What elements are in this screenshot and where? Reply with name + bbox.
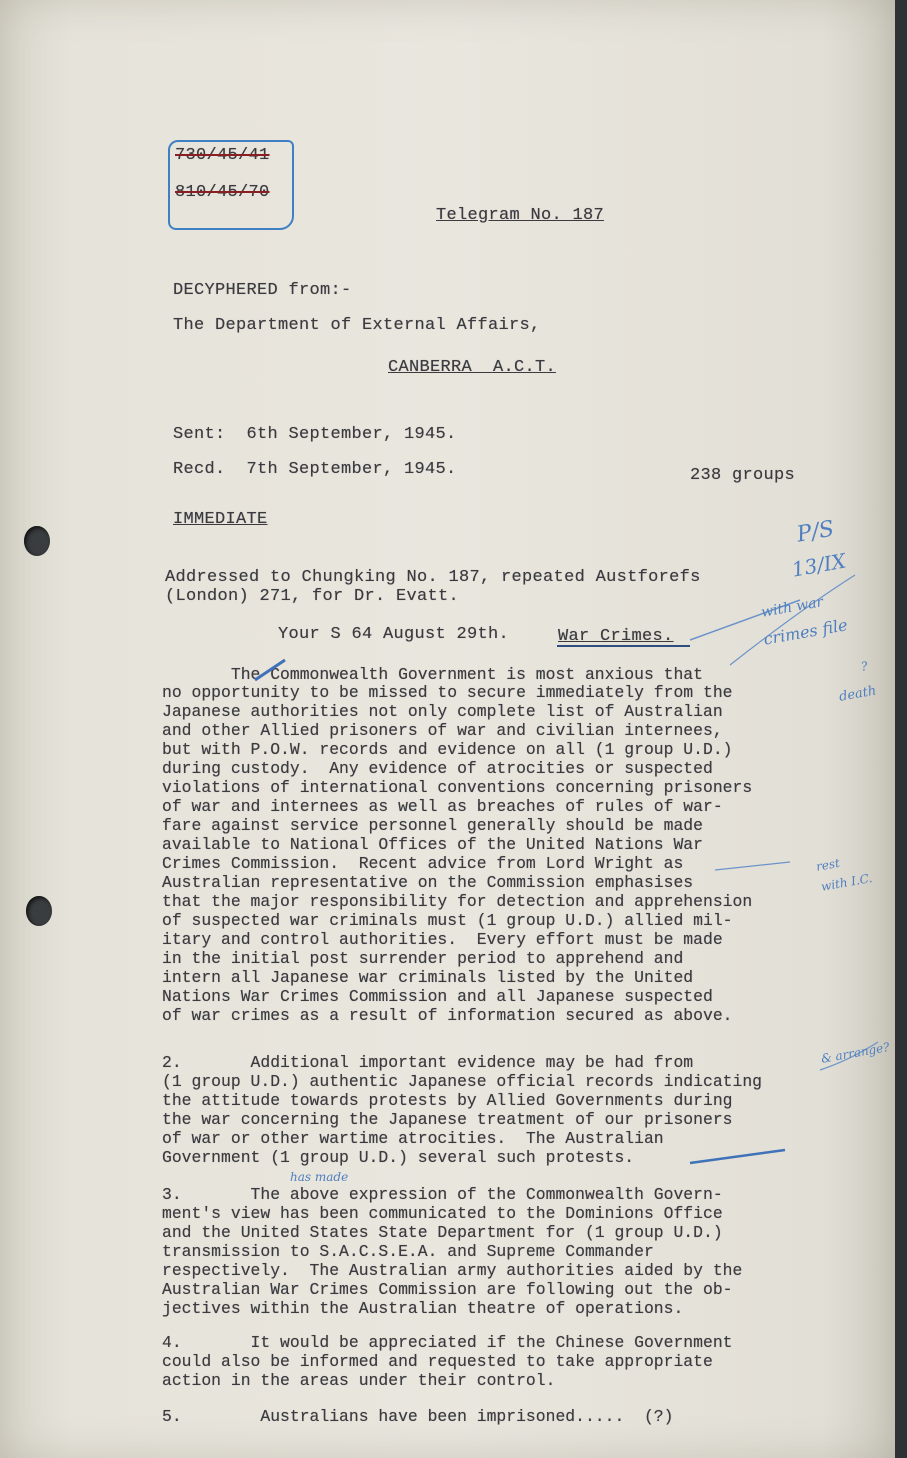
text-line: of war and internees as well as breaches of rules of war- (162, 797, 723, 816)
text-line: and other Allied prisoners of war and civilian internees, (162, 721, 723, 740)
reference-line: Your S 64 August 29th. (278, 625, 510, 644)
scan-edge (895, 0, 907, 1458)
file-ref-current: 810/45/70 (175, 183, 270, 202)
handwritten-note: death (838, 683, 878, 705)
text-line: respectively. The Australian army authorities aided by the (162, 1261, 743, 1280)
punch-hole (26, 896, 52, 926)
file-ref-old: 730/45/41 (175, 146, 270, 165)
addressed-line-2: (London) 271, for Dr. Evatt. (165, 587, 460, 606)
text-line: violations of international conventions concerning prisoners (162, 778, 753, 797)
group-count: 238 groups (690, 466, 796, 485)
text-line: 2. Additional important evidence may be had from (162, 1053, 694, 1072)
sent-date: Sent: 6th September, 1945. (173, 425, 457, 444)
text-line: the war concerning the Japanese treatment of our prisoners (162, 1110, 733, 1129)
text-line: Australian War Crimes Commission are following out the ob- (162, 1280, 733, 1299)
handwritten-note: ? (860, 658, 869, 674)
paragraph-5: 5. Australians have been imprisoned..... (?) (162, 1407, 674, 1426)
text-line: (1 group U.D.) authentic Japanese official records indicating (162, 1072, 762, 1091)
text-line: of war crimes as a result of information secured as above. (162, 1006, 733, 1025)
addressed-line-1: Addressed to Chungking No. 187, repeated Austforefs (165, 568, 701, 587)
text-line: 4. It would be appreciated if the Chinese Government (162, 1333, 733, 1352)
handwritten-note: & arrange? (820, 1039, 891, 1066)
sender-location: CANBERRA A.C.T. (388, 358, 557, 377)
punch-hole (24, 526, 50, 556)
text-line: of war or other wartime atrocities. The Australian (162, 1129, 664, 1148)
text-line: the attitude towards protests by Allied Governments during (162, 1091, 733, 1110)
text-line: The Commonwealth Government is most anxious that (162, 665, 703, 684)
text-line: of suspected war criminals must (1 group U.D.) allied mil- (162, 911, 733, 930)
text-line: during custody. Any evidence of atrocities or suspected (162, 759, 713, 778)
text-line: but with P.O.W. records and evidence on all (1 group U.D.) (162, 740, 733, 759)
text-line: Australian representative on the Commission emphasises (162, 873, 694, 892)
handwritten-note: P/S (795, 516, 837, 548)
text-line: and the United States State Department for (1 group U.D.) (162, 1223, 723, 1242)
pencil-tick (690, 1150, 785, 1163)
handwritten-note: 13/IX (790, 548, 848, 582)
text-line: Japanese authorities not only complete list of Australian (162, 702, 723, 721)
text-line: Nations War Crimes Commission and all Japanese suspected (162, 987, 713, 1006)
text-line: itary and control authorities. Every effort must be made (162, 930, 723, 949)
text-line: transmission to S.A.C.S.E.A. and Supreme Commander (162, 1242, 654, 1261)
text-line: could also be informed and requested to take appropriate (162, 1352, 713, 1371)
telegram-title: Telegram No. 187 (436, 206, 605, 225)
text-line: Crimes Commission. Recent advice from Lord Wright as (162, 854, 684, 873)
text-line: in the initial post surrender period to apprehend and (162, 949, 684, 968)
text-line: no opportunity to be missed to secure immediately from the (162, 683, 733, 702)
priority-label: IMMEDIATE (173, 510, 268, 529)
text-line: available to National Offices of the United Nations War (162, 835, 703, 854)
handwritten-note: crimes file (762, 615, 849, 649)
text-line: that the major responsibility for detection and apprehension (162, 892, 753, 911)
pencil-stroke (715, 862, 790, 870)
handwritten-note: with war (760, 594, 825, 621)
handwritten-note: has made (290, 1170, 349, 1184)
handwritten-note: rest (815, 855, 841, 874)
decyphered-label: DECYPHERED from:- (173, 281, 352, 300)
text-line: Government (1 group U.D.) several such protests. (162, 1148, 635, 1167)
text-line: fare against service personnel generally should be made (162, 816, 703, 835)
handwritten-note: with I.C. (820, 871, 874, 894)
text-line: ment's view has been communicated to the Dominions Office (162, 1204, 723, 1223)
received-date: Recd. 7th September, 1945. (173, 460, 457, 479)
subject-line: War Crimes. (558, 627, 674, 646)
text-line: action in the areas under their control. (162, 1371, 556, 1390)
sender-department: The Department of External Affairs, (173, 316, 541, 335)
text-line: 3. The above expression of the Commonwealth Govern- (162, 1185, 723, 1204)
text-line: intern all Japanese war criminals listed by the United (162, 968, 694, 987)
text-line: jectives within the Australian theatre of operations. (162, 1299, 684, 1318)
